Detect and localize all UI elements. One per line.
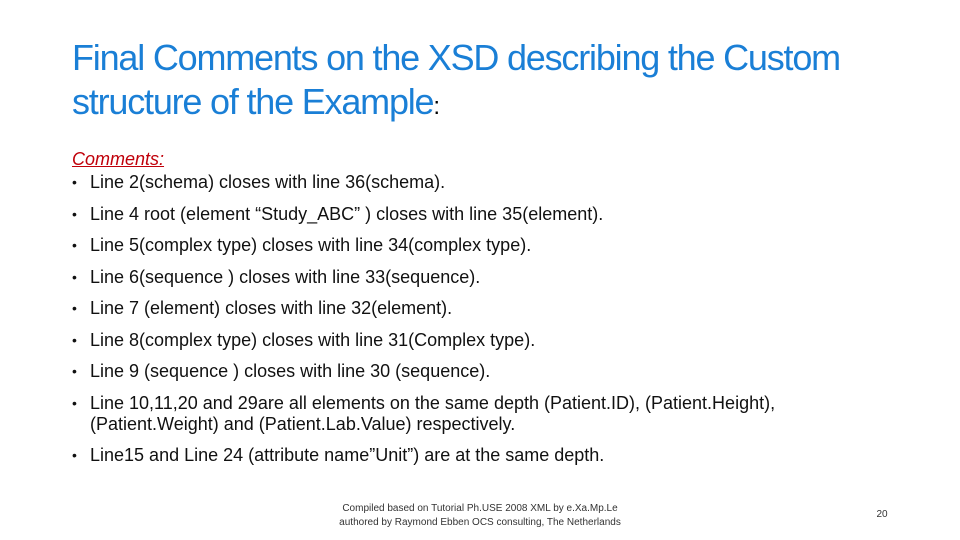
- bullet-icon: •: [72, 268, 77, 285]
- bullet-item: [72, 267, 892, 288]
- bullet-item: [72, 298, 892, 319]
- slide-title-colon: :: [433, 93, 441, 120]
- page-number: 20: [876, 509, 888, 520]
- bullet-text: Line 8(complex type) closes with line 31(Complex type).: [90, 329, 536, 350]
- bullet-text: Line 9 (sequence ) closes with line 30 (sequence).: [90, 361, 491, 381]
- bullet-item: [72, 361, 892, 382]
- bullet-icon: •: [72, 300, 77, 316]
- bullet-icon: •: [72, 174, 77, 190]
- bullet-icon: •: [72, 237, 77, 253]
- bullet-item: [72, 330, 892, 351]
- bullet-text: Line 2(schema) closes with line 36(schema).: [90, 172, 446, 192]
- bullet-list: [72, 172, 892, 466]
- bullet-text: Line15 and Line 24 (attribute name”Unit”) are at the same depth.: [90, 445, 605, 465]
- footer-line-2: authored by Raymond Ebben OCS consulting, The Netherlands: [339, 517, 621, 528]
- comments-heading: Comments:: [72, 149, 165, 169]
- bullet-text: Line 10,11,20 and 29are all elements on the same depth (Patient.ID), (Patient.Height), (Patient.Weight) and (Patient.Lab.Value) respectively.: [90, 392, 776, 434]
- bullet-icon: •: [72, 331, 77, 348]
- bullet-icon: •: [72, 447, 77, 463]
- bullet-text: Line 6(sequence ) closes with line 33(sequence).: [90, 266, 481, 287]
- bullet-text: Line 4 root (element “Study_ABC” ) closes with line 35(element).: [90, 203, 604, 224]
- bullet-item: [72, 235, 892, 256]
- bullet-item: [72, 445, 892, 466]
- bullet-icon: •: [72, 205, 77, 222]
- bullet-item: [72, 172, 892, 193]
- slide-title: [72, 36, 892, 129]
- footer-note: [300, 502, 660, 530]
- bullet-icon: •: [72, 394, 77, 411]
- slide-title-text: Final Comments on the XSD describing the Custom structure of the Example: [72, 37, 840, 122]
- bullet-text: Line 7 (element) closes with line 32(element).: [90, 298, 453, 318]
- bullet-icon: •: [72, 363, 77, 379]
- bullet-item: [72, 204, 892, 225]
- bullet-item: [72, 393, 892, 435]
- slide-content: [72, 146, 892, 477]
- footer-line-1: Compiled based on Tutorial Ph.USE 2008 XML by e.Xa.Mp.Le: [342, 503, 618, 514]
- bullet-text: Line 5(complex type) closes with line 34(complex type).: [90, 235, 532, 255]
